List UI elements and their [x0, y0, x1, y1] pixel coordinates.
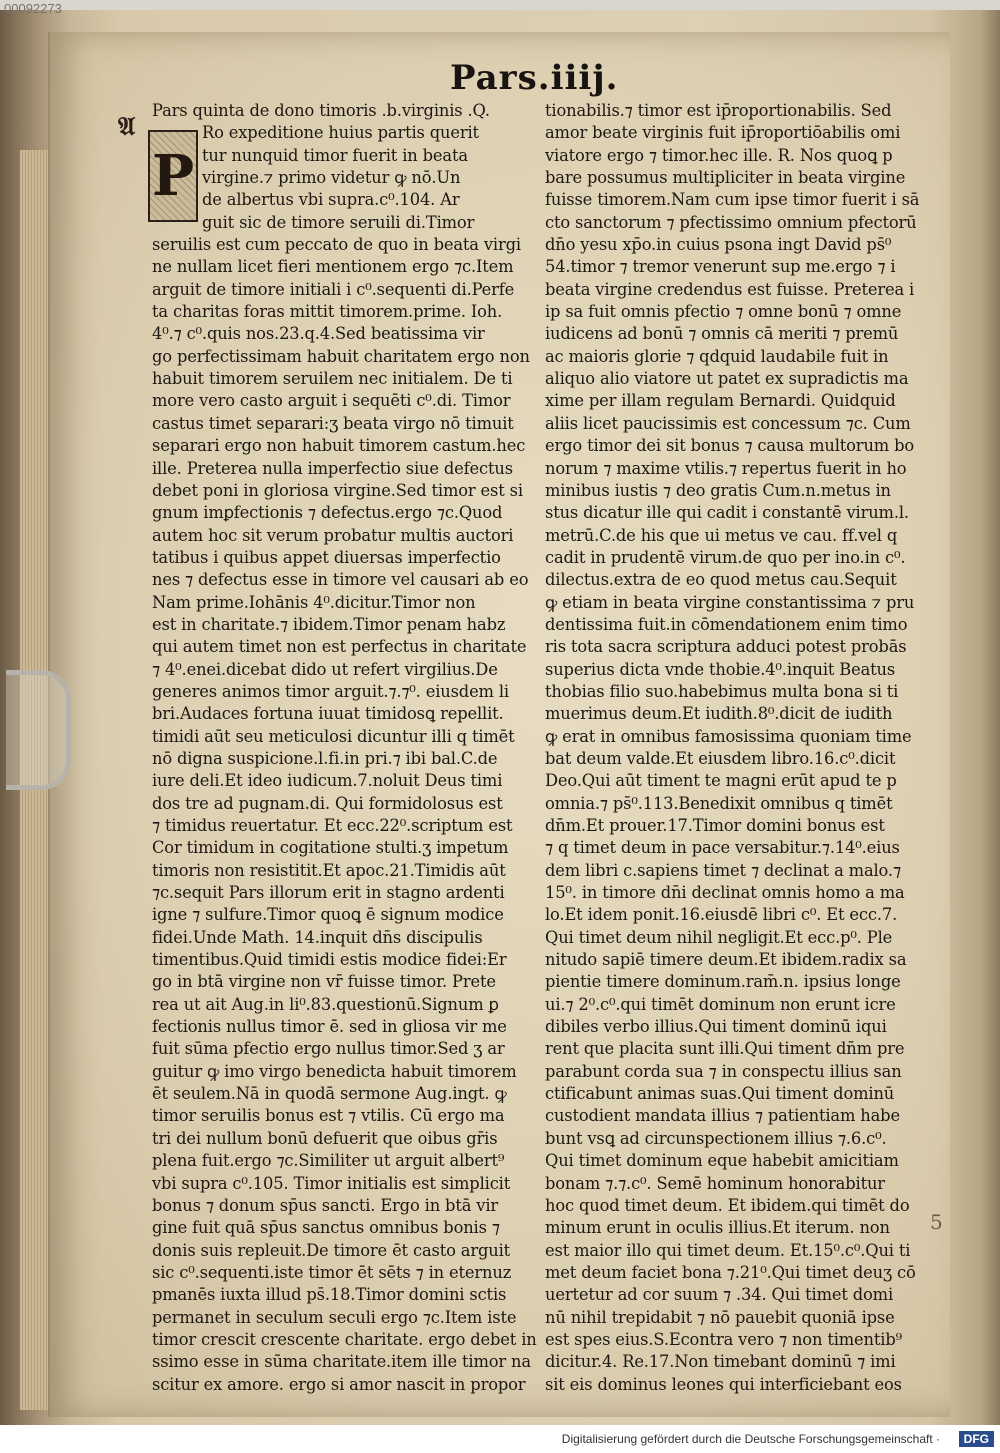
- text-line: dem libri c.sapiens timet ⁊ declinat a malo.⁊: [545, 860, 901, 880]
- text-line: Qui timet deum nihil negligit.Et ecc.p⁰. Ple: [545, 927, 893, 947]
- text-line: fectionis nullus timor ē. sed in gliosa vir me: [152, 1017, 507, 1037]
- text-line: xime per illam regulam Bernardi. Quidquid: [545, 391, 896, 411]
- text-line: lo.Et idem ponit.16.eiusdē libri c⁰. Et ecc.7.: [545, 905, 898, 925]
- text-line: ta charitas foras mittit timorem.prime. Ioh.: [152, 302, 503, 322]
- text-line: 4⁰.⁊ c⁰.quis nos.23.q.4.Sed beatissima vir: [152, 324, 485, 344]
- text-line: ēt seulem.Nā in quodā sermone Aug.ingt. ꝙ: [152, 1084, 507, 1104]
- text-line: est spes eius.S.Econtra vero ⁊ non timentib⁹: [545, 1329, 902, 1349]
- text-line: cadit in prudentē virum.de quo per ino.in c⁰.: [545, 547, 906, 567]
- text-line: de albertus vbi supra.c⁰.104. Ar: [202, 190, 460, 210]
- text-line: iure deli.Et ideo iudicum.7.noluit Deus timi: [152, 771, 503, 791]
- text-line: dn̄m.Et prouer.17.Timor domini bonus est: [545, 816, 885, 835]
- text-line: timidi aūt seu meticulosi dicuntur illi q timēt: [152, 726, 515, 746]
- text-line: bri.Audaces fortuna iuuat timidosꝗ repellit.: [152, 704, 504, 724]
- text-line: ctificabunt animas suas.Qui timent dominū: [545, 1084, 895, 1104]
- text-line: aliquo alio viatore ut patet ex supradictis ma: [545, 369, 909, 389]
- text-line: est maior illo qui timet deum. Et.15⁰.c⁰.Qui ti: [545, 1240, 911, 1260]
- text-line: virgine.⁊ primo videtur ꝙ nō.Un: [202, 168, 461, 188]
- text-line: fuit sūma pfectio ergo nullus timor.Sed ʒ ar: [152, 1039, 505, 1059]
- text-line: viatore ergo ⁊ timor.hec ille. R. Nos quoꝗ p: [545, 145, 893, 165]
- text-line: bunt vsꝗ ad circunspectionem illius ⁊.6.c⁰.: [545, 1128, 887, 1148]
- text-line: hoc quod timet deum. Et ibidem.qui timēt do: [545, 1195, 910, 1215]
- text-line: ip sa fuit omnis pfectio ⁊ omne bonū ⁊ omne: [545, 302, 902, 322]
- text-line: habuit timorem seruilem nec initialem. De ti: [152, 369, 513, 389]
- text-line: scitur ex amore. ergo si amor nascit in propor: [152, 1374, 526, 1394]
- text-line: 15⁰. in timore dn̄i declinat omnis homo a ma: [545, 883, 905, 903]
- text-line: ergo timor dei sit bonus ⁊ causa multorum bo: [545, 436, 915, 456]
- text-line: nō digna suspicione.l.fi.in pri.⁊ ibi bal.C.de: [152, 748, 498, 768]
- text-line: est in charitate.⁊ ibidem.Timor penam habz: [152, 614, 506, 634]
- text-line: Deo.Qui aūt timent te magni erūt apud te p: [545, 771, 897, 791]
- text-line: permanet in seculum seculi ergo ⁊c.Item iste: [152, 1307, 517, 1327]
- text-line: Qui timet dominum eque habebit amicitiam: [545, 1151, 899, 1171]
- text-line: thobias filio suo.habebimus multa bona si ti: [545, 681, 899, 701]
- left-text-column: [152, 100, 542, 1396]
- text-line: go perfectissimam habuit charitatem ergo non: [152, 346, 530, 366]
- text-line: donis suis repleuit.De timore ēt casto arguit: [152, 1240, 511, 1260]
- text-line: sic c⁰.sequenti.iste timor ēt sēts ⁊ in eternuz: [152, 1262, 512, 1282]
- right-text-column: [545, 100, 935, 1396]
- text-line: Cor timidum in cogitatione stulti.ʒ impetum: [152, 838, 509, 858]
- text-line: amor beate virginis fuit ip̄roportiōabilis omi: [545, 123, 901, 143]
- text-line: ne nullam licet fieri mentionem ergo ⁊c.Item: [152, 257, 514, 277]
- text-line: pientie timere dominum.ram̄.n. ipsius longe: [545, 972, 901, 992]
- text-line: ac maioris glorie ⁊ qdquid laudabile fuit in: [545, 346, 889, 366]
- text-line: plena fuit.ergo ⁊c.Similiter ut arguit albert⁹: [152, 1151, 505, 1171]
- text-line: autem hoc sit verum probatur multis auctori: [152, 525, 514, 545]
- text-line: ⁊ 4⁰.enei.dicebat dido ut refert virgilius.De: [152, 659, 498, 679]
- text-line: met deum faciet bona ⁊.21⁰.Qui timet deuʒ cō: [545, 1262, 916, 1282]
- text-line: timor crescit crescente charitate. ergo debet in: [152, 1329, 537, 1349]
- running-head: Pars.iiij.: [450, 58, 619, 98]
- metal-clasp: [6, 670, 71, 790]
- text-line: tionabilis.⁊ timor est ip̄roportionabilis. Sed: [545, 101, 892, 120]
- text-line: timentibus.Quid timidi estis modice fidei:Er: [152, 950, 507, 970]
- text-line: bonam ⁊.⁊.c⁰. Semē hominum honorabitur: [545, 1173, 885, 1193]
- text-line: pmanēs iuxta illud ps̄.18.Timor domini sctis: [152, 1285, 507, 1305]
- text-line: 54.timor ⁊ tremor venerunt sup me.ergo ⁊ i: [545, 257, 896, 277]
- marginal-mark: 𝔄: [118, 112, 136, 142]
- text-line: guitur ꝙ imo virgo benedicta habuit timorem: [152, 1061, 517, 1081]
- text-line: metrū.C.de his que ui metus ve cau. ff.vel q: [545, 525, 898, 545]
- text-line: guit sic de timore seruili di.Timor: [202, 212, 475, 232]
- text-line: separari ergo non habuit timorem castum.hec: [152, 436, 526, 456]
- text-line: ssimo esse in sūma charitate.item ille timor na: [152, 1352, 531, 1372]
- text-line: timoris non resistitit.Et apoc.21.Timidis aūt: [152, 860, 506, 880]
- text-line: tur nunquid timor fuerit in beata: [202, 145, 468, 165]
- text-line: generes animos timor arguit.⁊.⁊⁰. eiusdem li: [152, 681, 509, 701]
- text-line: igne ⁊ sulfure.Timor quoꝗ ē signum modice: [152, 905, 504, 925]
- text-line: bonus ⁊ donum sp̄us sancti. Ergo in btā vir: [152, 1195, 499, 1215]
- text-line: ⁊ q timet deum in pace versabitur.⁊.14⁰.eius: [545, 838, 900, 858]
- dfg-logo: DFG: [959, 1431, 994, 1447]
- text-line: superius dicta vnde thobie.4⁰.inquit Beatus: [545, 659, 896, 679]
- text-line: parabunt corda sua ⁊ in conspectu illius san: [545, 1061, 902, 1081]
- text-line: stus dicatur ille qui cadit i constantē virum.l.: [545, 503, 909, 523]
- text-line: minibus iustis ⁊ deo gratis Cum.n.metus in: [545, 480, 891, 500]
- text-line: fuisse timorem.Nam cum ipse timor fuerit i sā: [545, 190, 920, 210]
- text-line: qui autem timet non est perfectus in charitate: [152, 637, 527, 657]
- text-line: Pars quinta de dono timoris .b.virginis .Q.: [152, 101, 490, 120]
- text-line: debet poni in gloriosa virgine.Sed timor est si: [152, 480, 523, 500]
- text-line: aliis licet paucissimis est concessum ⁊c. Cum: [545, 413, 911, 433]
- text-line: castus timet separari:ʒ beata virgo nō timuit: [152, 413, 514, 433]
- text-line: ꝙ erat in omnibus famosissima quoniam time: [545, 726, 912, 746]
- text-line: norum ⁊ maxime vtilis.⁊ repertus fuerit in ho: [545, 458, 907, 478]
- text-line: ris tota sacra scriptura adduci potest probās: [545, 637, 907, 657]
- text-line: minum erunt in oculis illius.Et iterum. non: [545, 1218, 890, 1238]
- text-line: arguit de timore initiali i c⁰.sequenti di.Perfe: [152, 279, 515, 299]
- text-line: ꝙ etiam in beata virgine constantissima ⁊ pru: [545, 592, 915, 612]
- digitization-credit: Digitalisierung gefördert durch die Deutsche Forschungsgemeinschaft ·: [561, 1432, 940, 1446]
- text-line: nitudo sapiē timere deum.Et ibidem.radix sa: [545, 950, 907, 970]
- text-line: sit eis dominus leones qui interficiebant eos: [545, 1374, 902, 1394]
- scan-id-label: 00092273: [4, 1, 62, 16]
- text-line: ille. Preterea nulla imperfectio siue defectus: [152, 458, 513, 478]
- text-line: dilectus.extra de eo quod metus cau.Sequit: [545, 570, 897, 590]
- text-line: tatibus i quibus appet diuersas imperfectio: [152, 547, 501, 567]
- text-line: ⁊ timidus reuertatur. Et ecc.22⁰.scriptum est: [152, 816, 513, 835]
- text-line: cto sanctorum ⁊ pfectissimo omnium pfectorū: [545, 212, 917, 232]
- text-line: ui.⁊ 2⁰.c⁰.qui timēt dominum non erunt icre: [545, 994, 896, 1014]
- text-line: dentissima fuit.in cōmendationem enim timo: [545, 614, 908, 634]
- text-line: Nam prime.Iohānis 4⁰.dicitur.Timor non: [152, 592, 476, 612]
- text-line: gine fuit quā sp̄us sanctus omnibus bonis ⁊: [152, 1218, 500, 1238]
- text-line: more vero casto arguit i sequēti c⁰.di. Timor: [152, 391, 511, 411]
- text-line: Ro expeditione huius partis querit: [202, 123, 479, 143]
- text-line: rent que placita sunt illi.Qui timent dn̄m pre: [545, 1039, 905, 1059]
- text-line: rea ut ait Aug.in li⁰.83.questionū.Signum ꝑ: [152, 994, 499, 1014]
- text-line: dos tre ad pugnam.di. Qui formidolosus est: [152, 793, 503, 813]
- text-line: seruilis est cum peccato de quo in beata virgi: [152, 235, 521, 255]
- text-line: ⁊c.sequit Pars illorum erit in stagno ardenti: [152, 883, 505, 903]
- text-line: uertetur ad cor suum ⁊ .34. Qui timet domi: [545, 1285, 894, 1305]
- text-line: fidei.Unde Math. 14.inquit dn̄s discipulis: [152, 927, 483, 947]
- text-line: beata virgine credendus est fuisse. Preterea i: [545, 279, 915, 299]
- text-line: omnia.⁊ ps̄⁰.113.Benedixit omnibus q timēt: [545, 793, 893, 813]
- text-line: iudicens ad bonū ⁊ omnis cā meriti ⁊ premū: [545, 324, 899, 344]
- text-line: dn̄o yesu xp̄o.in cuius psona ingt David ps̄⁰: [545, 235, 892, 255]
- text-line: nū nihil trepidabit ⁊ nō pauebit quoniā ipse: [545, 1307, 895, 1327]
- side-mark: 5: [930, 1210, 943, 1234]
- text-line: timor seruilis bonus est ⁊ vtilis. Cū ergo ma: [152, 1106, 505, 1126]
- text-line: tri dei nullum bonū defuerit que oibus gr̄is: [152, 1128, 498, 1148]
- text-line: bare possumus multipliciter in beata virgine: [545, 168, 906, 188]
- decorated-initial: P: [148, 130, 198, 222]
- text-line: vbi supra c⁰.105. Timor initialis est simplicit: [152, 1173, 511, 1193]
- text-line: go in btā virgine non vr̄ fuisse timor. Prete: [152, 972, 496, 992]
- text-line: gnum imꝑfectionis ⁊ defectus.ergo ⁊c.Quod: [152, 503, 503, 523]
- text-line: nes ⁊ defectus esse in timore vel causari ab eo: [152, 570, 529, 590]
- text-line: custodient mandata illius ⁊ patientiam habe: [545, 1106, 900, 1126]
- text-line: dicitur.4. Re.17.Non timebant dominū ⁊ imi: [545, 1352, 896, 1372]
- text-line: bat deum valde.Et eiusdem libro.16.c⁰.dicit: [545, 748, 896, 768]
- text-line: muerimus deum.Et iudith.8⁰.dicit de iudith: [545, 704, 893, 724]
- text-line: dibiles verbo illius.Qui timent dominū iqui: [545, 1017, 887, 1037]
